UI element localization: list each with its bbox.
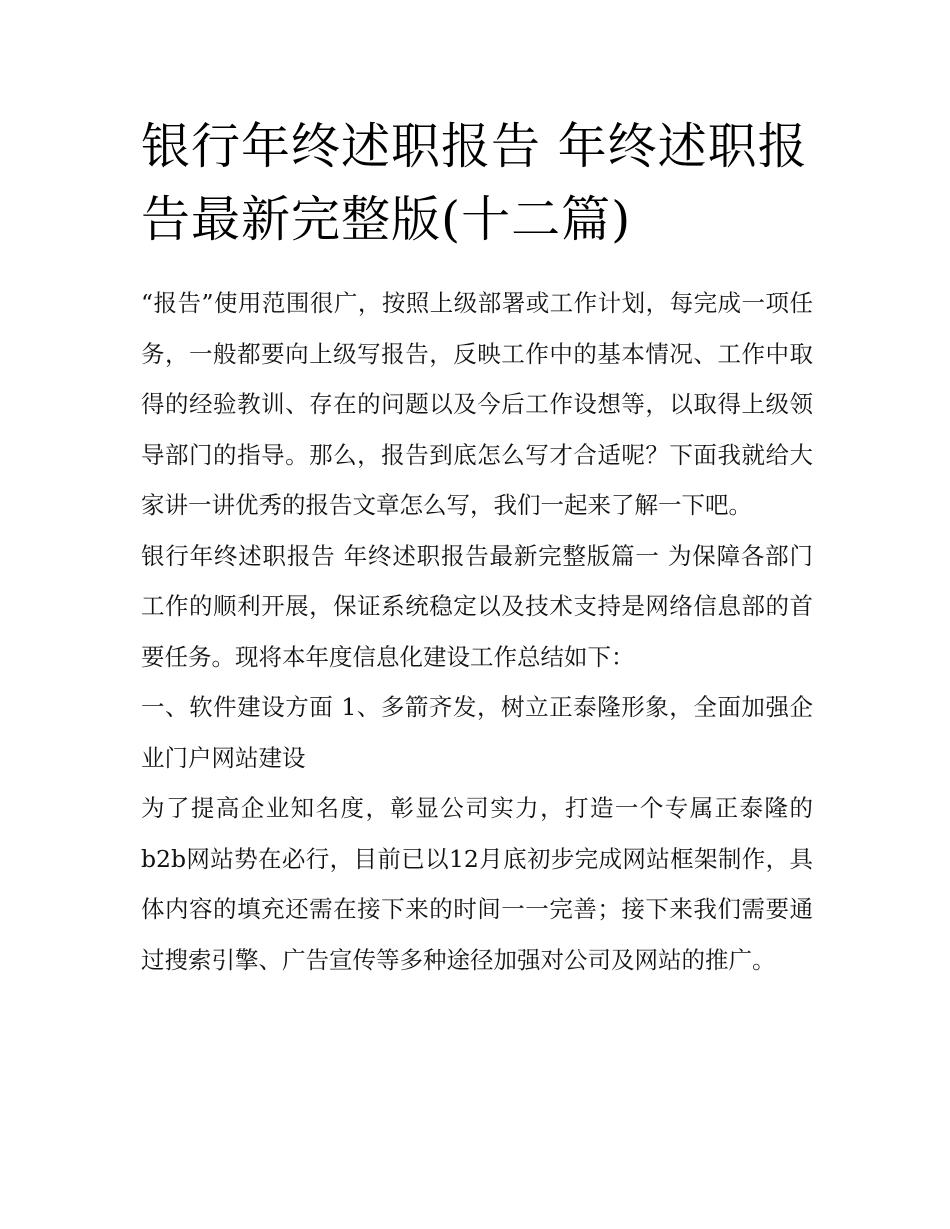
document-page	[141, 110, 813, 985]
paragraph-software-heading: 一、软件建设方面 1、多箭齐发，树立正泰隆形象，全面加强企业门户网站建设	[141, 693, 813, 772]
paragraph-intro: “报告”使用范围很广，按照上级部署或工作计划，每完成一项任务，一般都要向上级写报告，反映工作中的基本情况、工作中取得的经验教训、存在的问题以及今后工作设想等，以取得上级领导部门的指导。那么，报告到底怎么写才合适呢？下面我就给大家讲一讲优秀的报告文章怎么写，我们一起来了解一下吧。	[141, 289, 813, 519]
document-title: 银行年终述职报告 年终述职报告最新完整版(十二篇)	[141, 118, 808, 248]
paragraph-section-one: 银行年终述职报告 年终述职报告最新完整版篇一 为保障各部门工作的顺利开展，保证系统稳定以及技术支持是网络信息部的首要任务。现将本年度信息化建设工作总结如下：	[141, 541, 813, 671]
paragraph-website: 为了提高企业知名度，彰显公司实力，打造一个专属正泰隆的b2b网站势在必行，目前已以12月底初步完成网站框架制作，具体内容的填充还需在接下来的时间一一完善；接下来我们需要通过搜索引擎、广告宣传等多种途径加强对公司及网站的推广。	[141, 794, 813, 974]
